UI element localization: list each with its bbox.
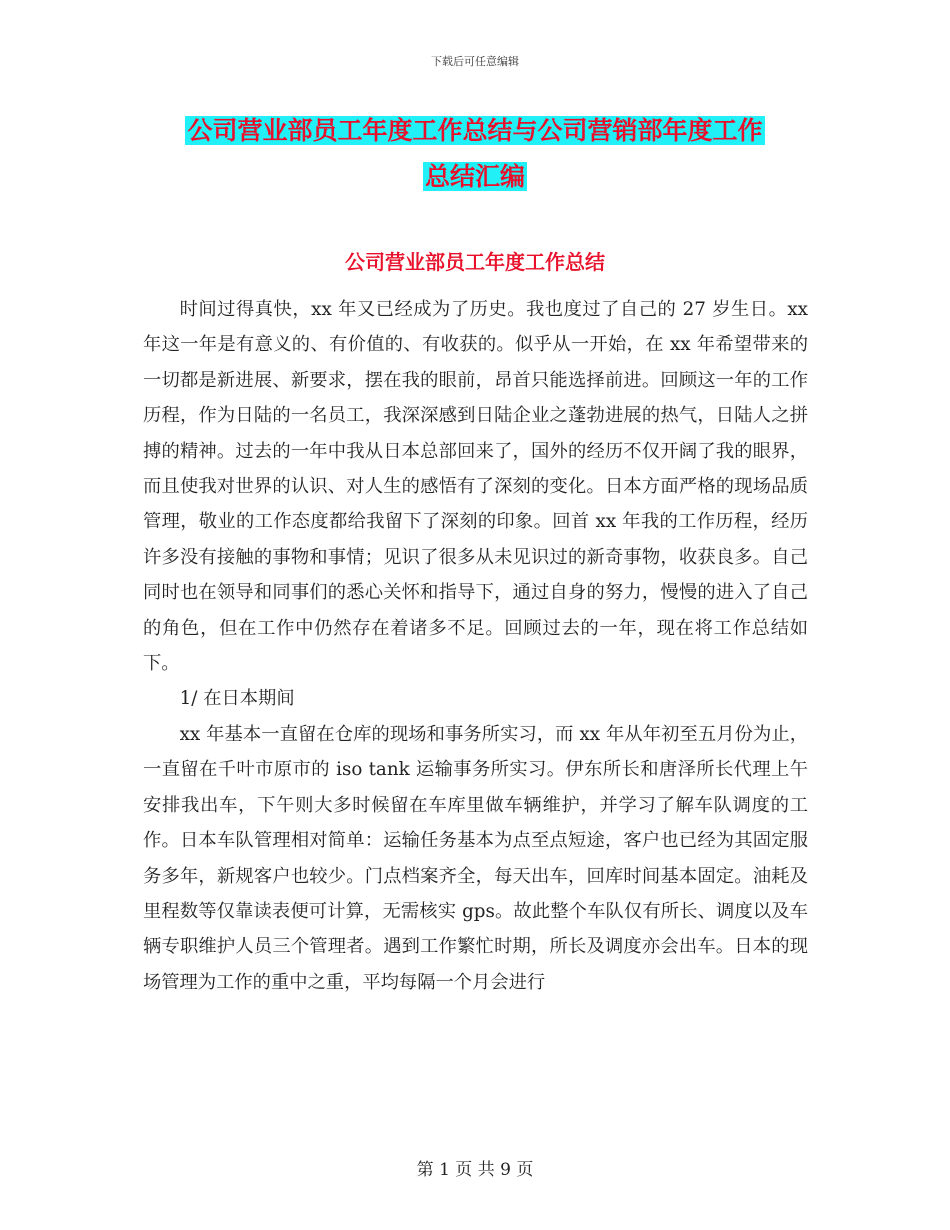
- body-paragraph: 时间过得真快，xx 年又已经成为了历史。我也度过了自己的 27 岁生日。xx 年这一年是有意义的、有价值的、有收获的。似乎从一开始，在 xx 年希望带来的一切都是新进展、新要求，摆在我的眼前，昂首只能选择前进。回顾这一年的工作历程，作为日陆的一名员工，我深深感到日陆企业之蓬勃进展的热气，日陆人之拼搏的精神。过去的一年中我从日本总部回来了，国外的经历不仅开阔了我的眼界，而且使我对世界的认识、对人生的感悟有了深刻的变化。日本方面严格的现场品质管理，敬业的工作态度都给我留下了深刻的印象。回首 xx 年我的工作历程，经历许多没有接触的事物和事情；见识了很多从未见识过的新奇事物，收获良多。自己同时也在领导和同事们的悉心关怀和指导下，通过自身的努力，慢慢的进入了自己的角色，但在工作中仍然存在着诸多不足。回顾过去的一年，现在将工作总结如下。: [143, 299, 808, 675]
- document-body: [143, 292, 808, 1000]
- body-subheading: 1/ 在日本期间: [179, 688, 295, 710]
- main-title-line-2: 总结汇编: [424, 162, 525, 191]
- document-main-title: [0, 108, 950, 200]
- main-title-line-1: 公司营业部员工年度工作总结与公司营销部年度工作: [187, 116, 763, 145]
- page-header-note: 下载后可任意编辑: [431, 55, 519, 68]
- body-paragraph: xx 年基本一直留在仓库的现场和事务所实习，而 xx 年从年初至五月份为止，一直留在千叶市原市的 iso tank 运输事务所实习。伊东所长和唐泽所长代理上午安排我出车，下午则大多时候留在车库里做车辆维护，并学习了解车队调度的工作。日本车队管理相对简单：运输任务基本为点至点短途，客户也已经为其固定服务多年，新规客户也较少。门点档案齐全，每天出车，回库时间基本固定。油耗及里程数等仅靠读表便可计算，无需核实 gps。故此整个车队仅有所长、调度以及车辆专职维护人员三个管理者。遇到工作繁忙时期，所长及调度亦会出车。日本的现场管理为工作的重中之重，平均每隔一个月会进行: [143, 723, 808, 993]
- section-title: 公司营业部员工年度工作总结: [345, 250, 605, 274]
- page-number-footer: 第 1 页 共 9 页: [416, 1160, 534, 1180]
